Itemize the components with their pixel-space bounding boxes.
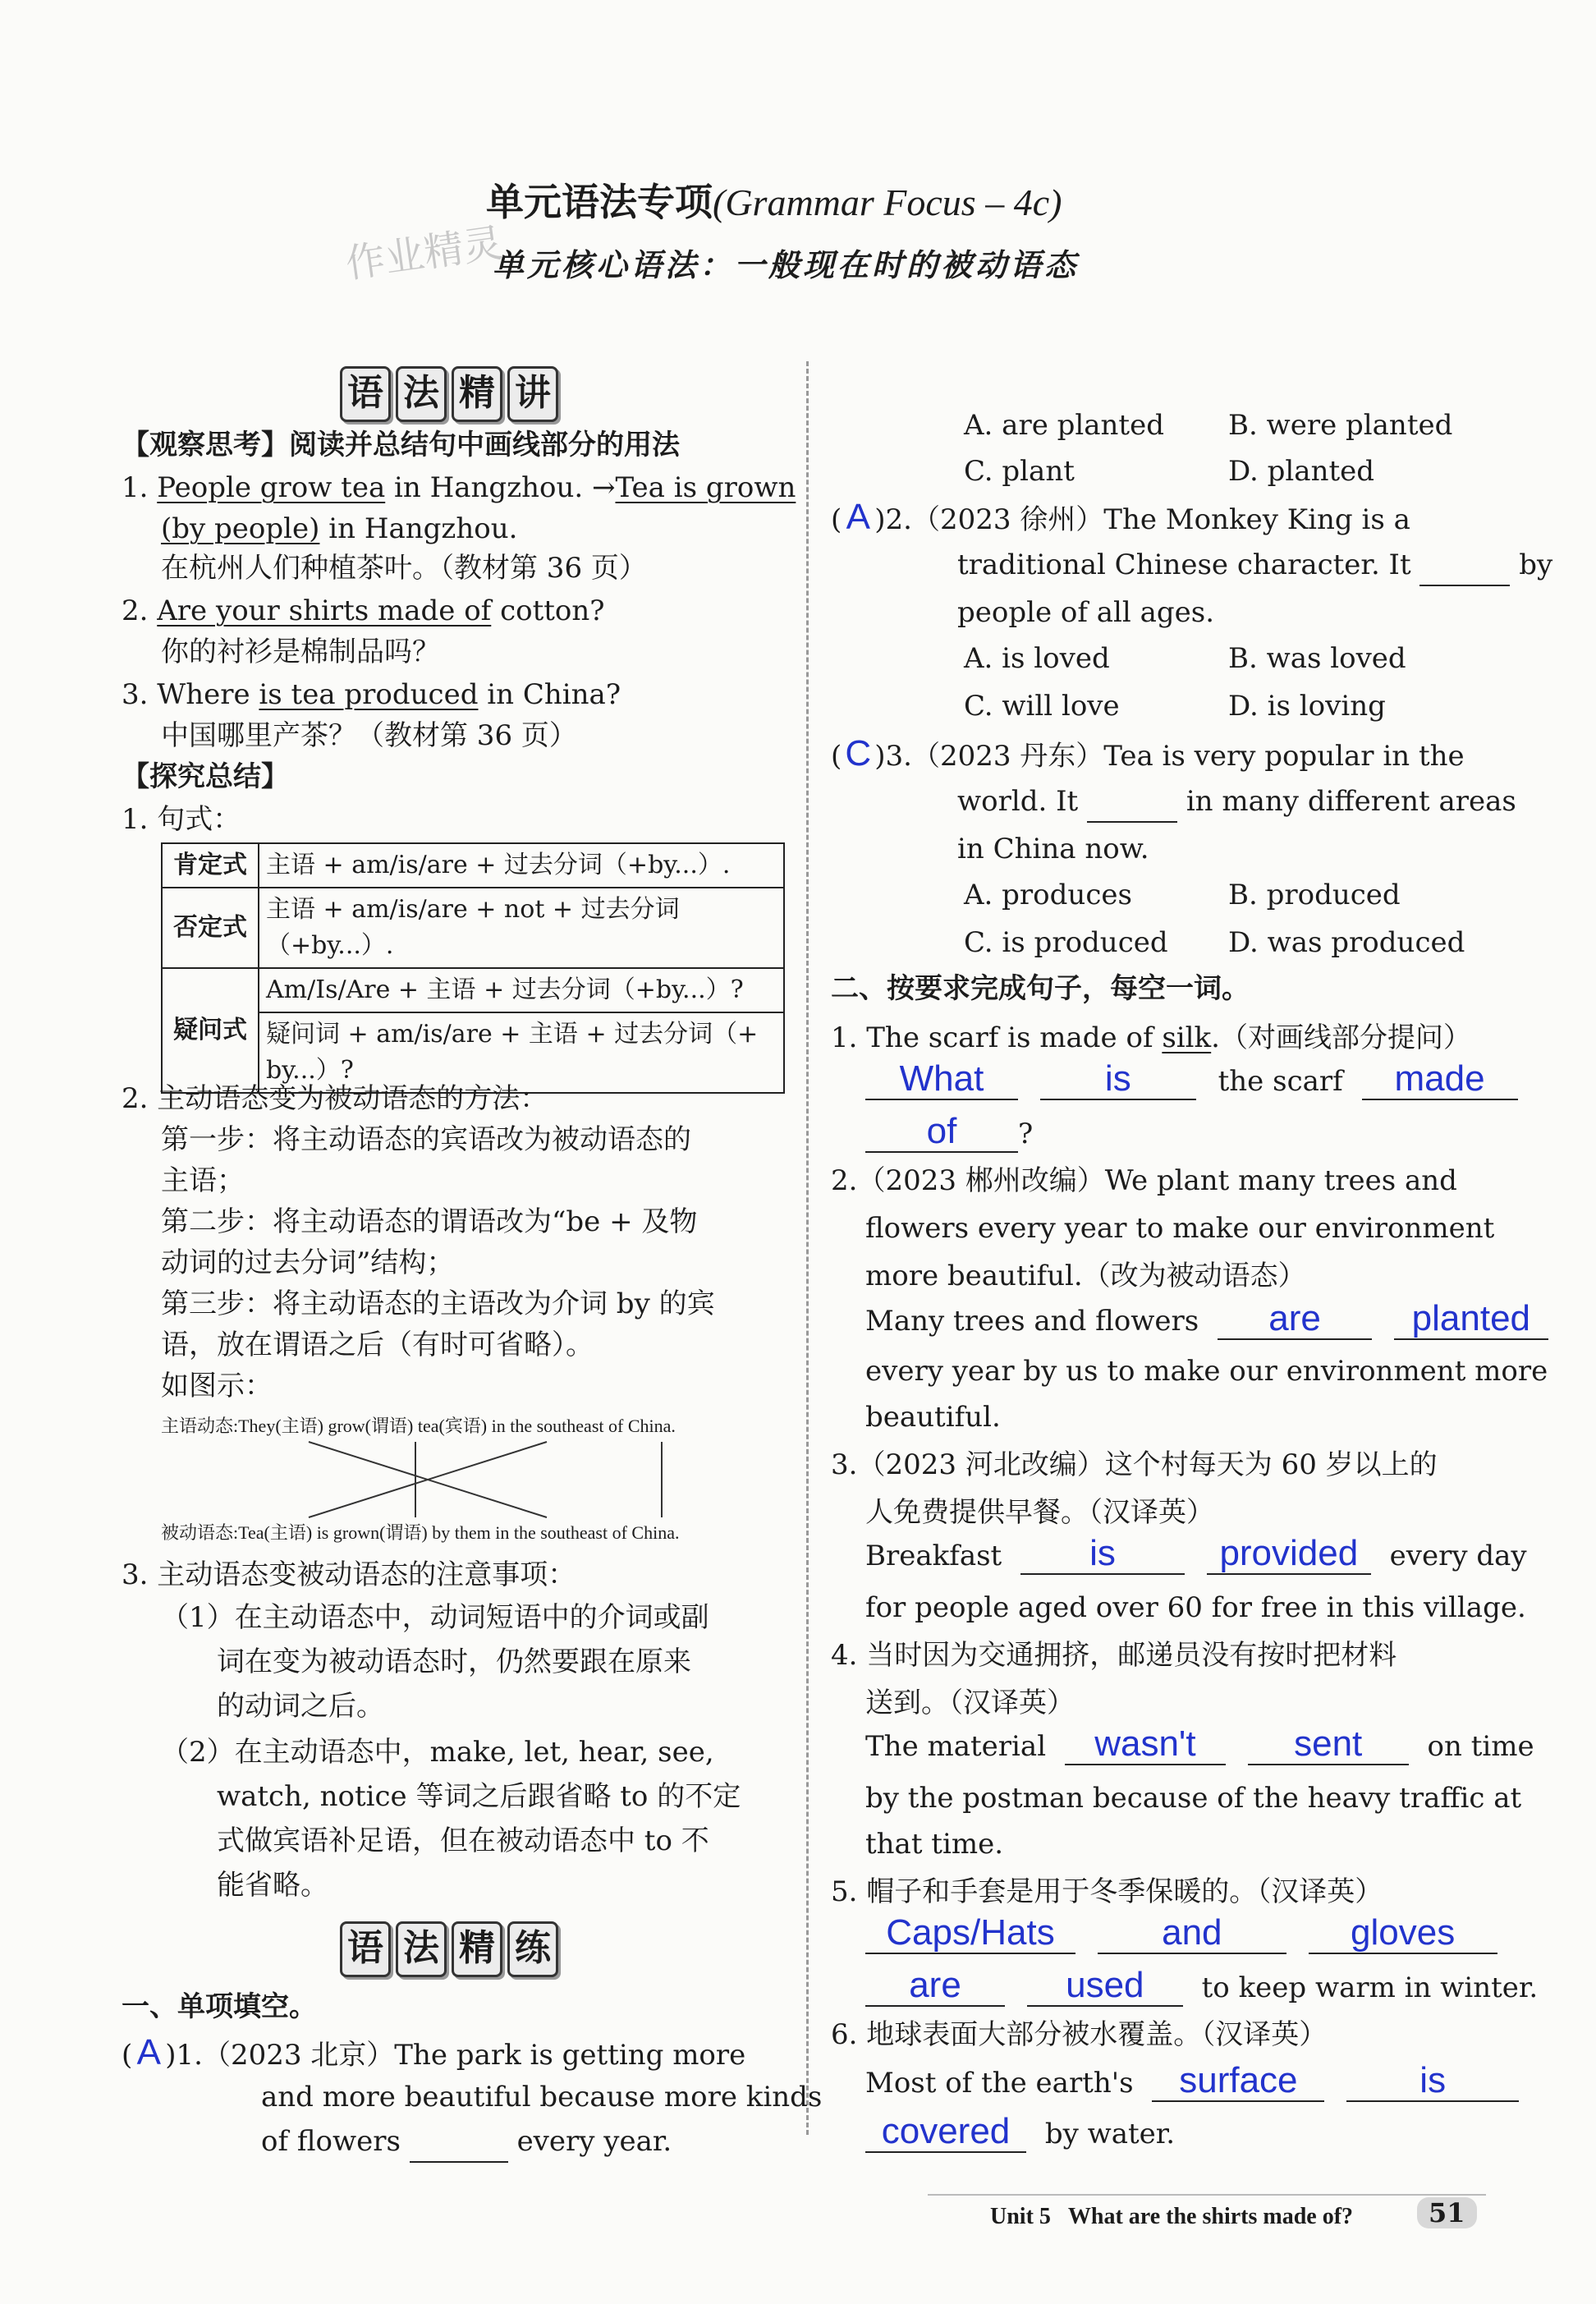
sentence-5-answer [865,1913,1497,1955]
question-1-line3: of flowers every year. [261,2122,672,2163]
sentence-2-line2: flowers every year to make our environment [865,1212,1495,1245]
diagram-label: 如图示： [161,1370,273,1402]
table-header-cell: 疑问式 [162,968,259,1093]
table-cell: 主语 + am/is/are + 过去分词（+by...）. [259,843,784,888]
note-1c: 的动词之后。 [217,1690,384,1723]
footer-unit: Unit 5 What are the shirts made of? [990,2204,1354,2229]
sentence-1: 1. The scarf is made of silk.（对画线部分提问） [831,1021,1471,1054]
sentence-4-answer: The material wasn't sent on time [865,1723,1534,1764]
footer-rule [928,2194,1486,2196]
note-2d: 能省略。 [217,1869,328,1902]
question-3-line2: world. It in many different areas [957,782,1516,823]
question-2: ( A )2.（2023 徐州）The Monkey King is a [831,497,1410,537]
sentence-4-line5: that time. [865,1828,1004,1861]
table-cell: 主语 + am/is/are + not + 过去分词（+by...）. [259,888,784,968]
q1-option-b: B. were planted [1228,409,1453,442]
note-2c: 式做宾语补足语，但在被动语态中 to 不 [217,1824,709,1857]
table-row [162,968,784,1012]
answer-blank: surface [1152,2061,1324,2102]
sentence-5-answer-line2: are used to keep warm in winter. [865,1966,1538,2008]
step-2a: 第二步：将主动语态的谓语改为“be + 及物 [161,1205,698,1238]
sentence-4-line2: 送到。（汉译英） [865,1687,1075,1719]
watermark: 作业精灵 [342,219,506,288]
point-2: 2. 主动语态变为被动语态的方法： [122,1082,548,1115]
diagram-active: 主语动态:They(主语) grow(谓语) tea(宾语) in the southeast of China. [161,1416,676,1436]
sentence-1-answer: What is the scarf made [865,1059,1518,1101]
sentence-pattern-table [161,842,785,1094]
voice-conversion-diagram [161,1439,785,1521]
blank [1087,782,1177,823]
example-1: 1. People grow tea in Hangzhou. →Tea is grown [122,471,796,504]
answer-blank: of [865,1112,1018,1153]
blank [410,2122,508,2163]
sentence-1-answer-line2: of ? [865,1112,1033,1154]
note-2b: watch, notice 等词之后跟省略 to 的不定 [217,1780,741,1813]
sentence-6: 6. 地球表面大部分被水覆盖。（汉译英） [831,2018,1328,2051]
diagram-passive: 被动语态:Tea(主语) is grown(谓语) by them in the southeast of China. [161,1522,680,1543]
step-3b: 语，放在谓语之后（有时可省略）。 [161,1329,594,1361]
answer-blank: provided [1207,1534,1371,1575]
table-header-cell: 否定式 [162,888,259,968]
table-row [162,843,784,888]
page-subtitle: 单元核心语法：一般现在时的被动语态 [493,246,1080,283]
example-3: 3. Where is tea produced in China? [122,678,621,711]
section-badge-grammar-explain: 语 法 精 讲 [340,366,558,422]
point-3: 3. 主动语态变被动语态的注意事项： [122,1558,576,1591]
sentence-4-line4: by the postman because of the heavy traffic at [865,1782,1522,1815]
answer-blank: sent [1248,1724,1409,1765]
sentence-3-line2: 人免费提供早餐。（汉译英） [865,1496,1214,1529]
title-english: (Grammar Focus – 4c) [713,181,1062,223]
example-2: 2. Are your shirts made of cotton? [122,594,605,627]
section-badge-grammar-practice: 语 法 精 练 [340,1921,558,1977]
sentence-3-line4: for people aged over 60 for free in this village. [865,1591,1526,1624]
q2-option-c: C. will love [964,690,1120,723]
answer-blank: planted [1394,1299,1548,1340]
answer-blank: What [865,1059,1018,1100]
sentence-2-line5: every year by us to make our environment more [865,1355,1548,1388]
sentence-3-answer: Breakfast is provided every day [865,1533,1527,1573]
q2-option-d: D. is loving [1228,690,1386,723]
answer-blank: and [1098,1913,1286,1954]
sentence-6-answer-line2: covered by water. [865,2112,1175,2154]
example-2-cn: 你的衬衫是棉制品吗？ [161,636,440,668]
column-divider [806,361,809,2135]
answer-blank: is [1346,2061,1519,2102]
sentence-6-answer: Most of the earth's surface is [865,2061,1519,2103]
table-row [162,888,784,968]
answer-blank: is [1020,1534,1185,1575]
answer-q1: A [136,2032,161,2072]
observe-label: 【观察思考】阅读并总结句中画线部分的用法 [122,429,680,461]
example-3-cn: 中国哪里产茶？（教材第 36 页） [161,719,577,752]
answer-blank: is [1040,1059,1196,1100]
question-2-line2: traditional Chinese character. It by [957,545,1552,586]
blank [1419,545,1510,586]
sentence-2-line3: more beautiful.（改为被动语态） [865,1260,1306,1292]
q3-option-a: A. produces [964,879,1132,911]
table-header-cell: 肯定式 [162,843,259,888]
page-number: 51 [1417,2197,1477,2228]
table-cell: Am/Is/Are + 主语 + 过去分词（+by...）? [259,968,784,1012]
q1-option-c: C. plant [964,455,1075,488]
sentence-2: 2.（2023 郴州改编）We plant many trees and [831,1164,1457,1197]
answer-blank: made [1362,1059,1518,1100]
q2-option-b: B. was loved [1228,642,1406,675]
q3-option-b: B. produced [1228,879,1401,911]
summary-label: 【探究总结】 [122,760,289,793]
sentence-2-line6: beautiful. [865,1401,1001,1434]
note-2a: （2）在主动语态中，make, let, hear, see, [161,1736,714,1769]
answer-blank: Caps/Hats [865,1913,1075,1954]
answer-q2: A [846,497,870,537]
q2-option-a: A. is loved [964,642,1110,675]
sentence-2-answer: Many trees and flowers are planted [865,1299,1548,1341]
question-3: (C )3.（2023 丹东）Tea is very popular in the [831,733,1465,773]
q1-option-d: D. planted [1228,455,1375,488]
sentence-5: 5. 帽子和手套是用于冬季保暖的。（汉译英） [831,1875,1383,1908]
example-1-cn: 在杭州人们种植茶叶。（教材第 36 页） [161,552,647,585]
step-1b: 主语； [161,1164,245,1197]
point-1: 1. 句式： [122,803,241,836]
part-1-label: 一、单项填空。 [122,1990,317,2023]
sentence-4: 4. 当时因为交通拥挤，邮递员没有按时把材料 [831,1639,1397,1672]
step-3a: 第三步：将主动语态的主语改为介词 by 的宾 [161,1287,715,1320]
q3-option-d: D. was produced [1228,926,1465,959]
note-1a: （1）在主动语态中，动词短语中的介词或副 [161,1601,709,1634]
answer-blank: are [865,1966,1005,2007]
answer-blank: covered [865,2112,1026,2153]
example-1-line2: (by people) in Hangzhou. [161,512,518,545]
q3-option-c: C. is produced [964,926,1168,959]
question-2-line3: people of all ages. [957,596,1215,629]
sentence-3: 3.（2023 河北改编）这个村每天为 60 岁以上的 [831,1448,1438,1481]
answer-blank: wasn't [1065,1724,1226,1765]
step-2b: 动词的过去分词”结构； [161,1246,455,1279]
page-title: 单元语法专项(Grammar Focus – 4c) [486,180,1062,224]
question-1-line2: and more beautiful because more kinds [261,2081,823,2114]
question-1: ( A )1.（2023 北京）The park is getting more [122,2032,746,2072]
answer-q3: C [845,733,872,773]
note-1b: 词在变为被动语态时，仍然要跟在原来 [217,1645,691,1678]
part-2-label: 二、按要求完成句子，每空一词。 [831,972,1250,1005]
q1-option-a: A. are planted [964,409,1164,442]
answer-blank: gloves [1309,1913,1497,1954]
table-cell: 疑问词 + am/is/are + 主语 + 过去分词（+ by...）? [259,1012,784,1093]
step-1a: 第一步：将主动语态的宾语改为被动语态的 [161,1123,691,1156]
question-3-line3: in China now. [957,833,1149,865]
answer-blank: used [1027,1966,1183,2007]
answer-blank: are [1218,1299,1372,1340]
